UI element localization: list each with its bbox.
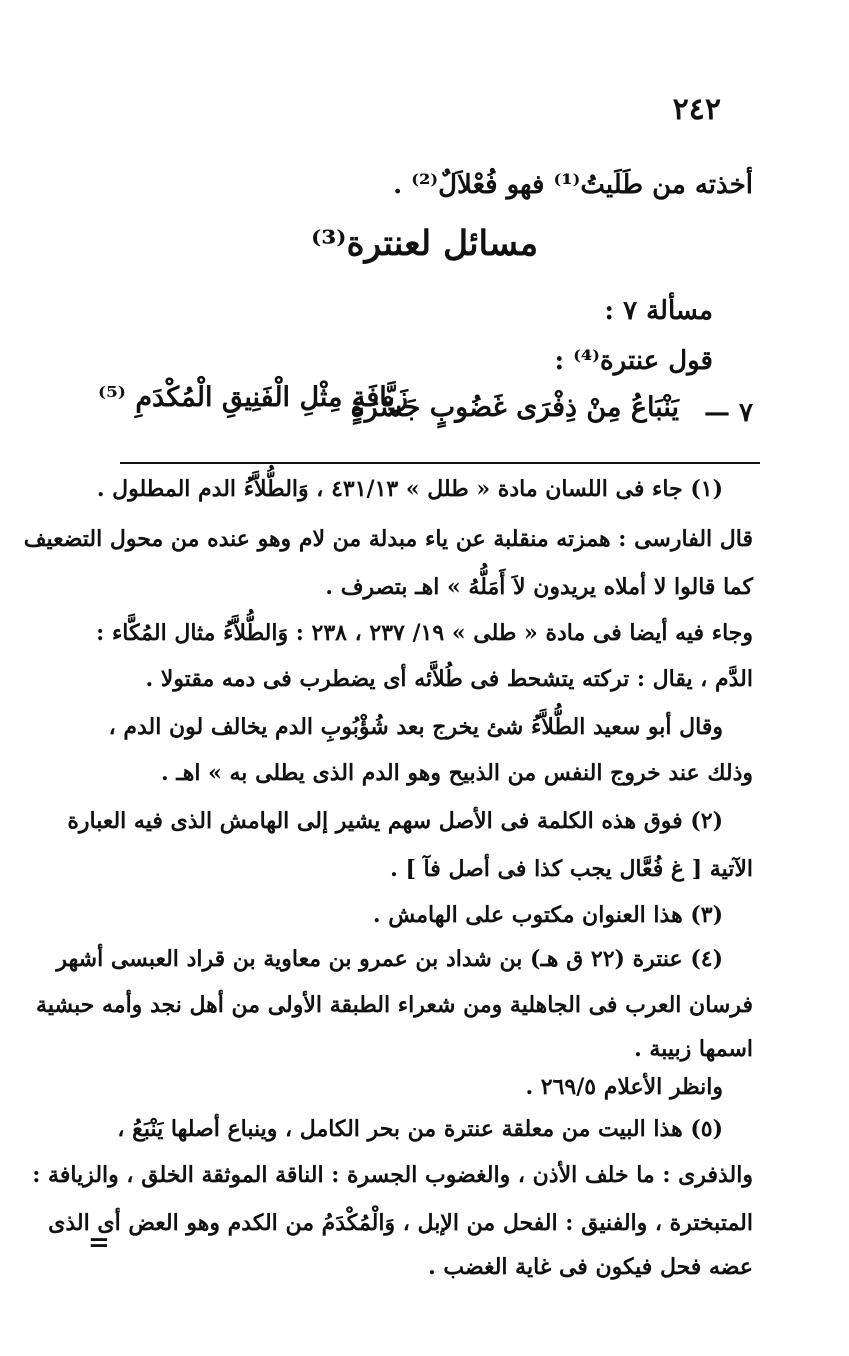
quote-label: قول عنترة⁽⁴⁾ : (554, 346, 713, 376)
intro-line: أخذته من طَلَيتُ⁽¹⁾ فهو فُعْلاَلٌ⁽²⁾ . (393, 170, 753, 200)
footnote-line: عضه فحل فيكون فى غاية الغضب . (428, 1254, 753, 1280)
footnote-line: (٣) هذا العنوان مكتوب على الهامش . (372, 902, 723, 928)
footnote-line: (٤) عنترة (٢٢ ق هـ) بن شداد بن عمرو بن معاوية بن قراد العبسى أشهر (56, 946, 723, 972)
footnote-line: وجاء فيه أيضا فى مادة « طلى » ١٩/ ٢٣٧ ، ٢٣٨ : وَالطُّلاَّءُ مثال المُكَّاء : (96, 620, 753, 646)
issue-label: مسألة ٧ : (604, 296, 713, 326)
footnote-line: (١) جاء فى اللسان مادة « طلل » ٤٣١/١٣ ، وَالطُّلاَّءُ الدم المطلول . (96, 476, 723, 502)
footnote-line: (٢) فوق هذه الكلمة فى الأصل سهم يشير إلى الهامش الذى فيه العبارة (67, 808, 723, 834)
footnote-line: فرسان العرب فى الجاهلية ومن شعراء الطبقة الأولى من أهل نجد وأمه حبشية (36, 992, 753, 1018)
verse-number: ٧ — (703, 398, 753, 428)
verse-first-hemistich: يَنْبَاعُ مِنْ ذِفْرَى غَضُوبٍ جَسْرَةٍ (350, 392, 679, 423)
footnote-line: وذلك عند خروج النفس من الذبيح وهو الدم الذى يطلى به » اهـ . (160, 760, 753, 786)
footnote-line: الآتية [ غ فُعَّال يجب كذا فى أصل فآ ] . (390, 856, 753, 882)
footnote-line: (٥) هذا البيت من معلقة عنترة من بحر الكامل ، وينباع أصلها يَنْبَعُ ، (117, 1116, 723, 1142)
footnote-line: كما قالوا لا أملاه يريدون لاَ أَمَلُّهُ » اهـ بتصرف . (325, 574, 753, 600)
footnote-line: المتبخترة ، والفنيق : الفحل من الإبل ، وَالْمُكْدَمُ من الكدم وهو العض أى الذى (48, 1210, 753, 1236)
footnote-line: اسمها زبيبة . (634, 1036, 753, 1062)
section-title: مسائل لعنترة⁽³⁾ (311, 224, 538, 264)
footnote-line: الدَّم ، يقال : تركته يتشحط فى طُلاَّئه أى يضطرب فى دمه مقتولا . (145, 666, 753, 692)
footnote-line: وقال أبو سعيد الطُّلاَّءُ شئ يخرج بعد شُؤْبُوبِ الدم يخالف لون الدم ، (108, 714, 723, 740)
footnote-line: قال الفارسى : همزته منقلبة عن ياء مبدلة من لام وهو عنده من محول التضعيف (23, 526, 753, 552)
verse-second-hemistich: زَيَّافَةٍ مِثْلِ الْفَنِيقِ الْمُكْدَمِ ⁽⁵⁾ (98, 382, 409, 413)
page-number: ٢٤٢ (672, 92, 721, 127)
footnote-line: والذفرى : ما خلف الأذن ، والغضوب الجسرة : الناقة الموثقة الخلق ، والزيافة : (32, 1162, 753, 1188)
footnote-divider (120, 462, 760, 464)
footnote-line: وانظر الأعلام ٢٦٩/٥ . (525, 1074, 723, 1100)
continuation-mark: = (88, 1228, 110, 1258)
